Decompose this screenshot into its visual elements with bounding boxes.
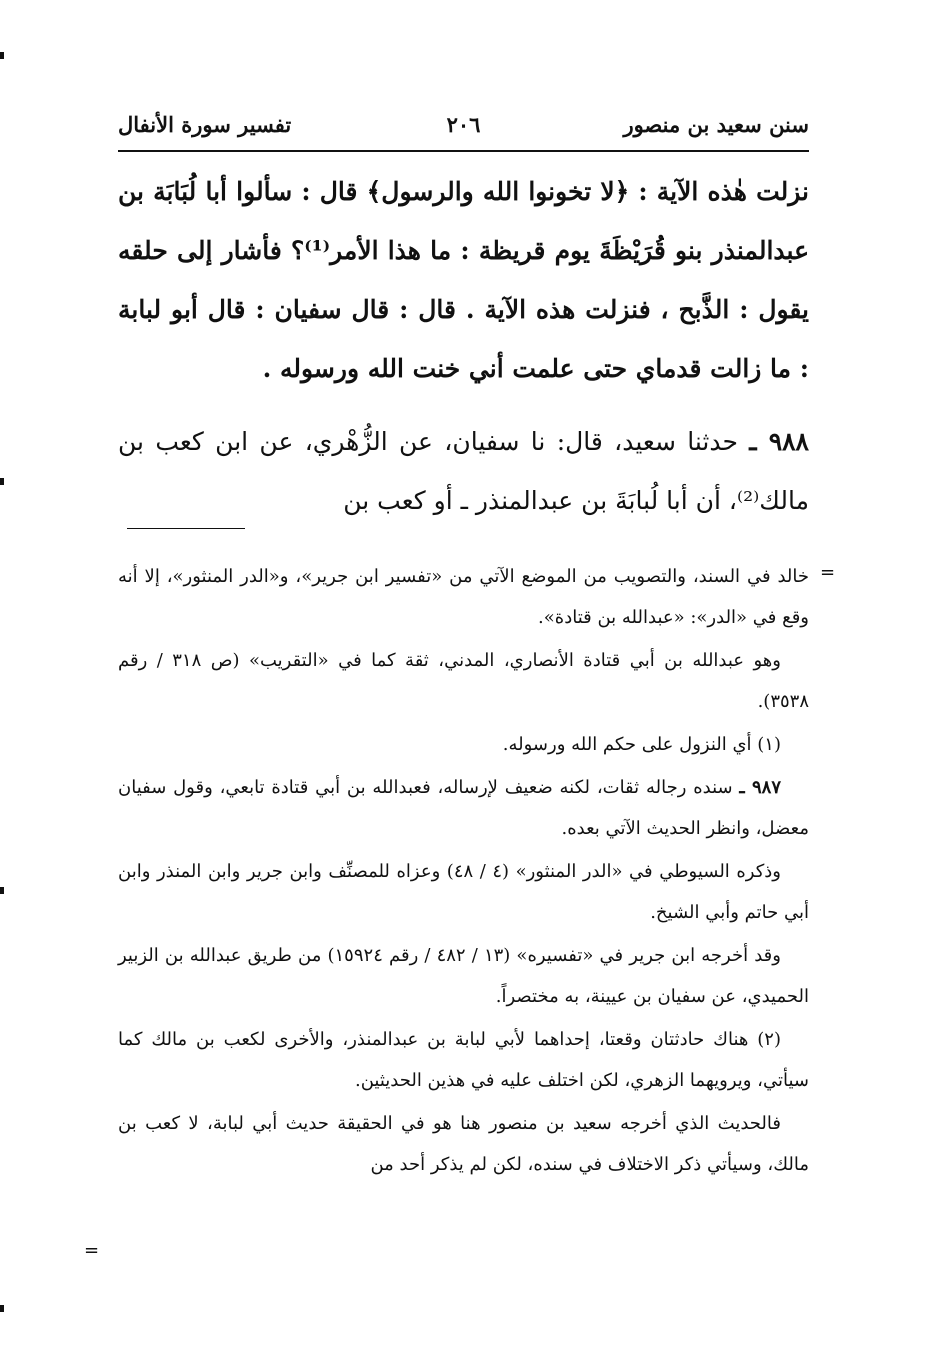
footnote-paragraph [118, 767, 809, 849]
hadith-paragraph [118, 412, 809, 530]
footnote-paragraph: (١) أي النزول على حكم الله ورسوله. [502, 734, 781, 755]
header-chapter-title: تفسير سورة الأنفال [118, 112, 292, 137]
footnote-paragraph: وذكره السيوطي في «الدر المنثور» (٤ / ٤٨) وعزاه للمصنِّف وابن جرير وابن المنذر وابن أبي حاتم وأبي الشيخ. [118, 861, 809, 923]
footnotes [118, 556, 809, 1185]
footnote-paragraph: وقد أخرجه ابن جرير في «تفسيره» (١٣ / ٤٨٢ / رقم ١٥٩٢٤) من طريق عبدالله بن الزبير الحميدي، عن سفيان بن عيينة، به مختصراً. [118, 945, 809, 1007]
header-book-title: سنن سعيد بن منصور [623, 112, 809, 137]
hadith-text: حدثنا سعيد، قال: نا سفيان، عن الزُّهْري، عن ابن كعب بن مالك⁽²⁾، أن أبا لُبابَةَ بن عبدالمنذر ـ أو كعب بن [118, 427, 809, 515]
footnote-paragraph: وهو عبدالله بن أبي قتادة الأنصاري، المدني، ثقة كما في «التقريب» (ص ٣١٨ / رقم ٣٥٣٨). [118, 650, 809, 712]
footnote-paragraph: فالحديث الذي أخرجه سعيد بن منصور هنا هو في الحقيقة حديث أبي لبابة، لا كعب بن مالك، وسيأتي ذكر الاختلاف في سنده، لكن لم يذكر أحد من [118, 1113, 809, 1175]
header-rule [118, 150, 809, 152]
footnote-number: ٩٨٧ ـ [739, 777, 781, 798]
scan-edge-mark [0, 478, 4, 485]
footnote-text: سنده رجاله ثقات، لكنه ضعيف لإرساله، فعبدالله بن أبي قتادة تابعي، وقول سفيان معضل، وانظر الحديث الآتي بعده. [118, 777, 809, 839]
continuation-mark: = [84, 1240, 100, 1261]
scan-edge-mark [0, 52, 4, 59]
scan-edge-mark [0, 1305, 4, 1312]
main-text [118, 162, 809, 530]
footnote-paragraph: (٢) هناك حادثتان وقعتا، إحداهما لأبي لبابة بن عبدالمنذر، والأخرى لكعب بن مالك كما سيأتي، ويرويهما الزهري، لكن اختلف عليه في هذين الحديثين. [118, 1029, 809, 1091]
main-paragraph: نزلت هٰذه الآية : ﴿لا تخونوا الله والرسول﴾ قال : سألوا أبا لُبَابَة بن عبدالمنذر بنو قُرَيْظَةَ يوم قريظة : ما هذا الأمر⁽¹⁾؟ فأشار إلى حلقه يقول : الذَّبح ، فنزلت هذه الآية . قال : قال سفيان : قال أبو لبابة : ما زالت قدماي حتى علمت أني خنت الله ورسوله . [118, 177, 809, 383]
continuation-mark: = [820, 562, 836, 583]
page-number: ٢٠٦ [446, 112, 481, 137]
footnote-separator [127, 528, 245, 529]
hadith-number: ٩٨٨ ـ [749, 427, 809, 456]
running-header [118, 112, 809, 148]
scan-edge-mark [0, 887, 4, 894]
footnote-paragraph: خالد في السند، والتصويب من الموضع الآتي من «تفسير ابن جرير»، و«الدر المنثور»، إلا أنه وقع في «الدر»: «عبدالله بن قتادة». [118, 566, 809, 628]
